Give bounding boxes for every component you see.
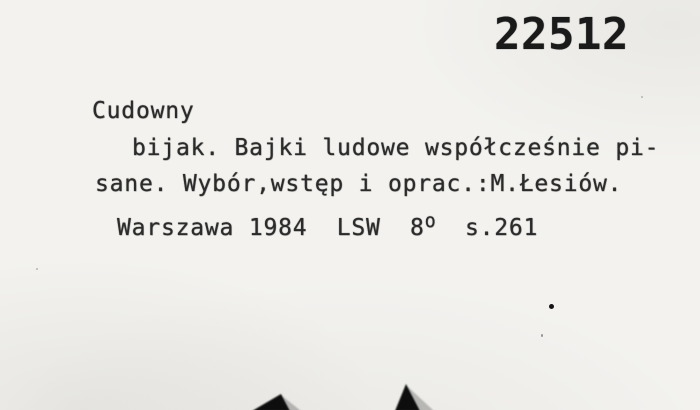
card-title-line: bijak. Bajki ludowe współcześnie pi- xyxy=(132,135,660,161)
ink-speck xyxy=(549,304,554,309)
card-editor-line: sane. Wybór,wstęp i oprac.:M.Łesiów. xyxy=(95,171,623,197)
octavo-superscript: o xyxy=(424,211,436,232)
punch-triangle-right xyxy=(395,384,420,410)
ink-speck xyxy=(103,116,105,118)
punch-triangle-left-fringe xyxy=(281,395,301,410)
imprint-pages: s.261 xyxy=(435,215,539,241)
punch-triangle-left xyxy=(252,394,290,410)
ink-speck xyxy=(641,96,643,98)
ink-speck xyxy=(36,268,38,270)
imprint-text: Warszawa 1984 LSW 8 xyxy=(117,215,425,241)
ink-speck xyxy=(541,334,543,337)
punch-triangle-right-fringe xyxy=(406,385,434,410)
accession-number: 22512 xyxy=(494,9,629,60)
card-heading: Cudowny xyxy=(92,98,195,124)
card-imprint-line xyxy=(117,209,538,241)
